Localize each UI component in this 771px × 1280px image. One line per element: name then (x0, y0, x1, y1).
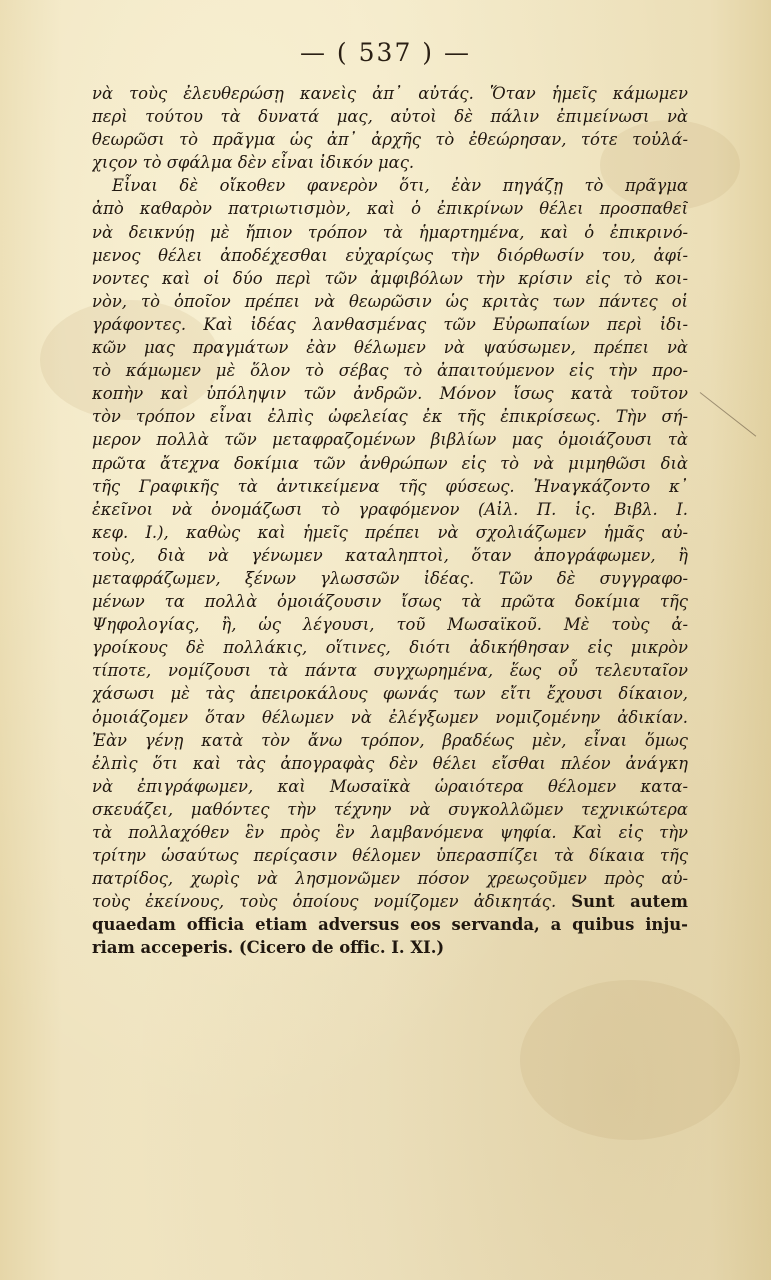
text-line (92, 636, 688, 659)
paper-crease-mark (700, 392, 757, 436)
text-line (92, 775, 688, 798)
text-line (92, 405, 688, 428)
text-line (92, 498, 688, 521)
greek-text: νὰ ἐπιγράφωμεν, καὶ Μωσαϊκὰ ὡραιότερα θέλομεν κατα- (92, 776, 688, 796)
text-line (92, 729, 688, 752)
text-line (92, 521, 688, 544)
greek-text: μενος θέλει ἀποδέχεσθαι εὐχαρίςως τὴν διόρθωσίν του, ἀφί- (92, 245, 688, 265)
greek-text: νοντες καὶ οἱ δύο περὶ τῶν ἀμφιβόλων τὴν κρίσιν εἰς τὸ κοι- (92, 268, 688, 288)
text-body (92, 82, 688, 960)
text-line (92, 82, 688, 105)
greek-text: μεταφράζωμεν, ξένων γλωσσῶν ἰδέας. Τῶν δὲ συγγραφο- (92, 568, 688, 588)
greek-text: κοπὴν καὶ ὑπόληψιν τῶν ἀνδρῶν. Μόνον ἴσως κατὰ τοῦτον (92, 384, 688, 404)
greek-text: νὰ δεικνύῃ μὲ ἤπιον τρόπον τὰ ἡμαρτημένα, καὶ ὁ ἐπικρινό- (92, 222, 688, 242)
text-line (92, 867, 688, 890)
greek-text: νὰ τοὺς ἐλευθερώσῃ κανεὶς ἀπ᾽ αὐτάς. Ὅταν ἡμεῖς κάμωμεν (92, 84, 688, 103)
greek-text: τρίτην ὡσαύτως περίςασιν θέλομεν ὑπερασπίζει τὰ δίκαια τῆς (92, 846, 688, 866)
greek-text: θεωρῶσι τὸ πρᾶγμα ὡς ἀπ᾽ ἀρχῆς τὸ ἐθεώρησαν, τότε τοὐλά- (92, 130, 688, 150)
text-line (92, 567, 688, 590)
greek-text: σκευάζει, μαθόντες τὴν τέχνην νὰ συγκολλῶμεν τεχνικώτερα (92, 799, 688, 819)
text-line (92, 128, 688, 151)
greek-text: Ἐὰν γένῃ κατὰ τὸν ἄνω τρόπον, βραδέως μὲν, εἶναι ὅμως (92, 730, 688, 750)
text-line (92, 544, 688, 567)
greek-text: γροίκους δὲ πολλάκις, οἵτινες, διότι ἀδικήθησαν εἰς μικρὸν (92, 638, 688, 658)
text-line (92, 174, 688, 197)
text-line (92, 244, 688, 267)
paper-stain (520, 980, 740, 1140)
text-line (92, 936, 688, 959)
text-line (92, 613, 688, 636)
text-line (92, 475, 688, 498)
greek-text: ἐκεῖνοι νὰ ὀνομάζωσι τὸ γραφόμενον (Αἰλ. Π. ἱς. Βιβλ. Ι. (92, 499, 688, 519)
text-line (92, 844, 688, 867)
text-line (92, 197, 688, 220)
text-line (92, 151, 688, 174)
greek-text: Εἶναι δὲ οἴκοθεν φανερὸν ὅτι, ἐὰν πηγάζῃ τὸ πρᾶγμα (112, 176, 688, 196)
text-line (92, 590, 688, 613)
page-number-header: — ( 537 ) — (299, 38, 471, 67)
greek-text: τίποτε, νομίζουσι τὰ πάντα συγχωρημένα, ἕως οὗ τελευταῖον (92, 661, 688, 681)
text-line (92, 452, 688, 475)
greek-text: ἐλπὶς ὅτι καὶ τὰς ἀπογραφὰς δὲν θέλει εἴσθαι πλέον ἀνάγκη (92, 753, 688, 773)
text-line (92, 659, 688, 682)
text-line (92, 752, 688, 775)
text-line (92, 428, 688, 451)
text-line (92, 382, 688, 405)
text-line (92, 798, 688, 821)
text-line (92, 913, 688, 936)
greek-text: πρῶτα ἄτεχνα δοκίμια τῶν ἀνθρώπων εἰς τὸ νὰ μιμηθῶσι διὰ (92, 453, 688, 473)
latin-quote: quaedam officia etiam adversus eos servanda, a quibus inju- (92, 915, 688, 935)
greek-text: ὁμοιάζομεν ὅταν θέλωμεν νὰ ἐλέγξωμεν νομιζομένην ἀδικίαν. (92, 707, 688, 727)
text-line (92, 313, 688, 336)
greek-text: χάσωσι μὲ τὰς ἀπειροκάλους φωνάς των εἴτι ἔχουσι δίκαιον, (92, 684, 688, 704)
greek-text: περὶ τούτου τὰ δυνατά μας, αὐτοὶ δὲ πάλιν ἐπιμείνωσι νὰ (92, 107, 688, 127)
text-line (92, 267, 688, 290)
greek-text: τοὺς ἐκείνους, τοὺς ὁποίους νομίζομεν ἀδικητάς. (92, 892, 557, 912)
text-line (92, 221, 688, 244)
text-line (92, 821, 688, 844)
greek-text: τῆς Γραφικῆς τὰ ἀντικείμενα τῆς φύσεως. Ἠναγκάζοντο κ᾽ (92, 476, 688, 496)
greek-text: τοὺς, διὰ νὰ γένωμεν καταληπτοὶ, ὅταν ἀπογράφωμεν, ἢ (92, 545, 688, 565)
text-line (92, 105, 688, 128)
greek-text: γράφοντες. Καὶ ἰδέας λανθασμένας τῶν Εὐρωπαίων περὶ ἰδι- (92, 314, 688, 334)
greek-text: μερον πολλὰ τῶν μεταφραζομένων βιβλίων μας ὁμοιάζουσι τὰ (92, 430, 688, 450)
latin-quote: Sunt autem (571, 892, 688, 912)
greek-text: πατρίδος, χωρὶς νὰ λησμονῶμεν πόσον χρεωςοῦμεν πρὸς αὐ- (92, 869, 688, 889)
greek-text: χιςον τὸ σφάλμα δὲν εἶναι ἰδικόν μας. (92, 153, 415, 173)
text-line (92, 706, 688, 729)
latin-quote: riam acceperis. (Cicero de offic. I. XI.) (92, 938, 445, 958)
text-line (92, 890, 688, 913)
greek-text: Ψηφολογίας, ἢ, ὡς λέγουσι, τοῦ Μωσαϊκοῦ. Μὲ τοὺς ἀ- (92, 615, 688, 635)
greek-text: ἀπὸ καθαρὸν πατριωτισμὸν, καὶ ὁ ἐπικρίνων θέλει προσπαθεῖ (92, 199, 688, 219)
greek-text: κεφ. Ι.), καθὼς καὶ ἡμεῖς πρέπει νὰ σχολιάζωμεν ἡμᾶς αὐ- (92, 522, 688, 542)
greek-text: τὸν τρόπον εἶναι ἐλπὶς ὠφελείας ἐκ τῆς ἐπικρίσεως. Τὴν σή- (92, 407, 688, 427)
greek-text: κῶν μας πραγμάτων ἐὰν θέλωμεν νὰ ψαύσωμεν, πρέπει νὰ (92, 338, 688, 358)
greek-text: νὸν, τὸ ὁποῖον πρέπει νὰ θεωρῶσιν ὡς κριτὰς των πάντες οἱ (92, 291, 688, 311)
greek-text: τὸ κάμωμεν μὲ ὅλον τὸ σέβας τὸ ἀπαιτούμενον εἰς τὴν προ- (92, 361, 688, 381)
greek-text: τὰ πολλαχόθεν ἓν πρὸς ἓν λαμβανόμενα ψηφία. Καὶ εἰς τὴν (92, 823, 688, 842)
text-line (92, 682, 688, 705)
text-line (92, 359, 688, 382)
text-line (92, 290, 688, 313)
text-line (92, 336, 688, 359)
greek-text: μένων τα πολλὰ ὁμοιάζουσιν ἴσως τὰ πρῶτα δοκίμια τῆς (92, 592, 688, 612)
